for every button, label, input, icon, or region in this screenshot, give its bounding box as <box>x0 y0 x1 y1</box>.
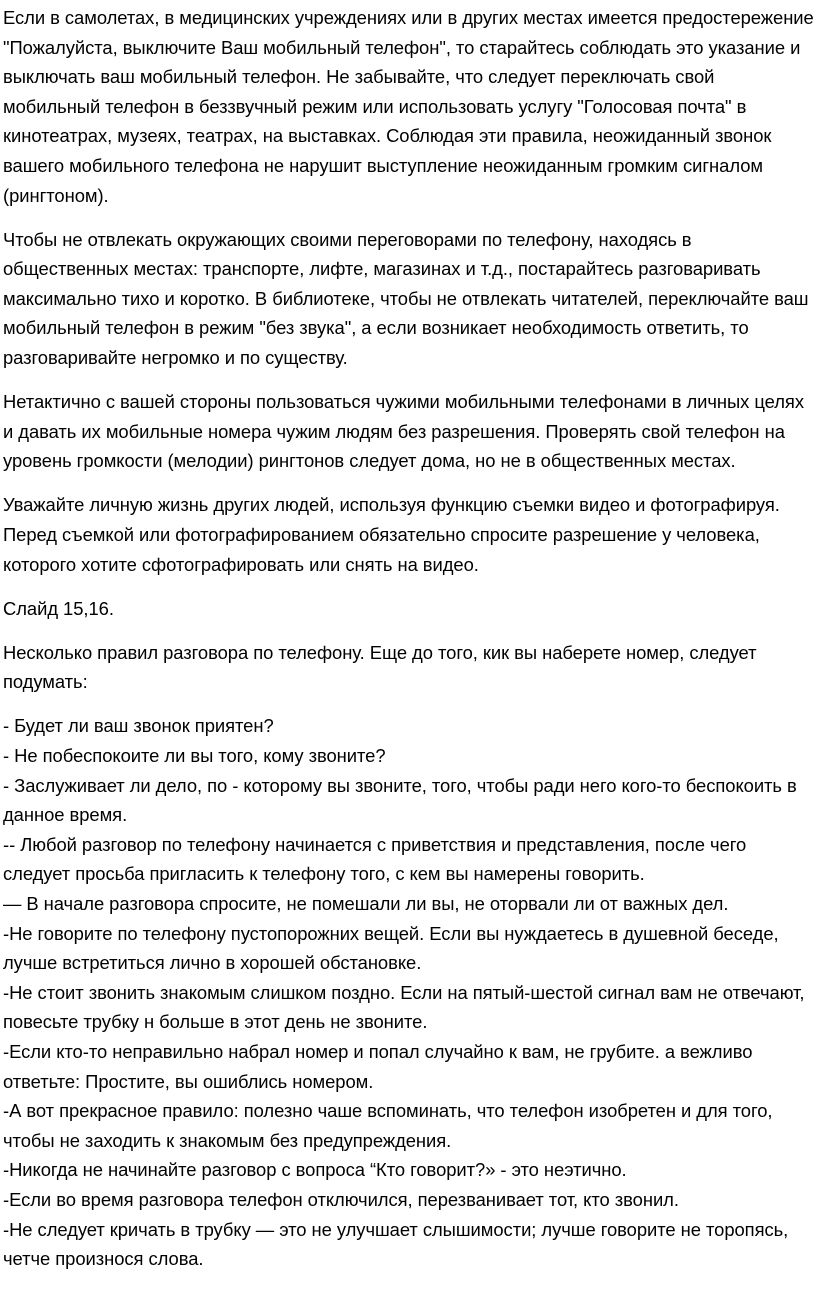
list-item: -Если во время разговора телефон отключился, перезванивает тот, кто звонил. <box>3 1188 679 1210</box>
list-item: -Если кто-то неправильно набрал номер и попал случайно к вам, не грубите. а вежливо ответьте: Простите, вы ошиблись номером. <box>3 1041 753 1092</box>
list-item: -Не говорите по телефону пустопорожних вещей. Если вы нуждаетесь в душевной беседе, лучше встретиться лично в хорошей обстановке. <box>3 922 779 974</box>
list-item: -Не следует кричать в трубку — это не улучшает слышимости; лучше говорите не торопясь, четче произнося слова. <box>3 1218 789 1270</box>
list-item: — В начале разговора спросите, не помешали ли вы, не оторвали ли от важных дел. <box>3 893 729 915</box>
paragraph-phone-rules-intro: Несколько правил разговора по телефону. Еще до того, кик вы наберете номер, следует подумать: <box>3 641 757 693</box>
phone-rules-list <box>3 711 816 1273</box>
list-item: -Никогда не начинайте разговор с вопроса “Кто говорит?» - это неэтично. <box>3 1159 627 1181</box>
list-item: - Заслуживает ли дело, по - которому вы звоните, того, чтобы ради него кого-то беспокоить в данное время. <box>3 774 797 826</box>
list-item: - Не побеспокоите ли вы того, кому звоните? <box>3 745 386 767</box>
list-item: - Будет ли ваш звонок приятен? <box>3 715 274 737</box>
paragraph-public-places: Чтобы не отвлекать окружающих своими переговорами по телефону, находясь в общественных местах: транспорте, лифте, магазинах и т.д., постарайтесь разговаривать максимально тихо и коротко. В библиотеке, чтобы не отвлекать читателей, переключайте ваш мобильный телефон в режим "без звука", а если возникает необходимость ответить, то разговаривайте негромко и по существу. <box>3 228 809 369</box>
list-item: -Не стоит звонить знакомым слишком поздно. Если на пятый-шестой сигнал вам не отвечают, повесьте трубку н больше в этот день не звоните. <box>3 981 805 1033</box>
list-item: -- Любой разговор по телефону начинается с приветствия и представления, после чего следует просьба пригласить к телефону того, с кем вы намерены говорить. <box>3 833 747 885</box>
paragraph-privacy: Уважайте личную жизнь других людей, используя функцию съемки видео и фотографируя. Перед съемкой или фотографированием обязательно спросите разрешение у человека, которого хотите сфотографировать или снять на видео. <box>3 494 780 575</box>
slide-reference: Слайд 15,16. <box>3 597 114 619</box>
list-item: -А вот прекрасное правило: полезно чаше вспоминать, что телефон изобретен и для того, чтобы не заходить к знакомым без предупреждения. <box>3 1100 773 1151</box>
paragraph-airplane-hospital: Если в самолетах, в медицинских учреждениях или в других местах имеется предостережение "Пожалуйста, выключите Ваш мобильный телефон", то старайтесь соблюдать это указание и выключать ваш мобильный телефон. Не забывайте, что следует переключать свой мобильный телефон в беззвучный режим или использовать услугу "Голосовая почта" в кинотеатрах, музеях, театрах, на выставках. Соблюдая эти правила, неожиданный звонок вашего мобильного телефона не нарушит выступление неожиданным громким сигналом (рингтоном). <box>3 7 814 206</box>
paragraph-tactless: Нетактично с вашей стороны пользоваться чужими мобильными телефонами в личных целях и давать их мобильные номера чужим людям без разрешения. Проверять свой телефон на уровень громкости (мелодии) рингтонов следует дома, но не в общественных местах. <box>3 391 804 472</box>
